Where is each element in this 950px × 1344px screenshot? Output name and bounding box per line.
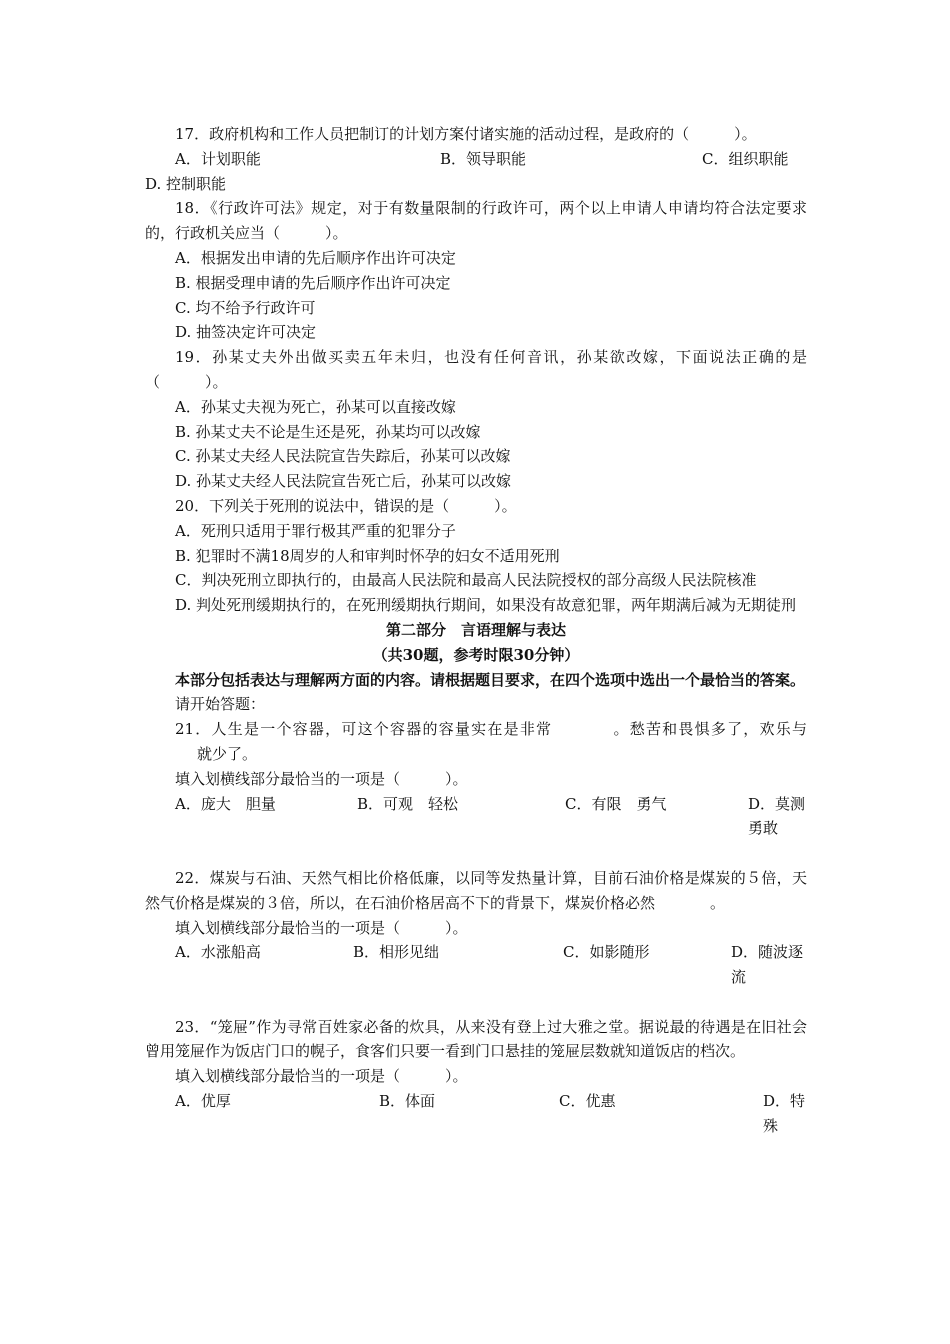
question-18-option-c: C. 均不给予行政许可 (175, 298, 316, 317)
question-22-option-d: D．随波逐流 (731, 943, 804, 987)
question-21-option-b: B．可观 轻松 (357, 794, 459, 813)
question-23-option-b: B．体面 (379, 1092, 436, 1111)
question-22-option-c: C．如影随形 (563, 943, 650, 962)
question-19-option-b: B. 孙某丈夫不论是生还是死，孙某均可以改嫁 (175, 422, 481, 441)
question-21-stem-part-3: 就少了。 (197, 744, 258, 763)
question-18-option-b: B. 根据受理申请的先后顺序作出许可决定 (175, 273, 451, 292)
section-start: 请开始答题： (175, 695, 266, 714)
question-22-stem (145, 866, 807, 916)
question-22-stem-end: 。 (710, 893, 726, 912)
question-22-wrap-spacer (145, 990, 807, 1015)
question-20-option-b: B. 犯罪时不满18周岁的人和审判时怀孕的妇女不适用死刑 (175, 546, 560, 565)
section-title: 第二部分 言语理解与表达 (385, 620, 566, 639)
question-22-option-a: A．水涨船高 (175, 943, 261, 962)
question-19-option-c: C. 孙某丈夫经人民法院宣告失踪后，孙某可以改嫁 (175, 447, 511, 466)
question-22-option-b: B．相形见绌 (353, 943, 440, 962)
question-23-option-c: C．优惠 (559, 1092, 616, 1111)
question-21-option-d: D．莫测勇敢 (748, 794, 806, 838)
question-19-option-a: A．孙某丈夫视为死亡，孙某可以直接改嫁 (175, 397, 456, 416)
question-21-wrap-spacer (145, 841, 807, 866)
question-20-option-c: C．判决死刑立即执行的，由最高人民法院和最高人民法院授权的部分高级人民法院核准 (175, 571, 757, 590)
question-17-stem: 17．政府机构和工作人员把制订的计划方案付诸实施的活动过程，是政府的（ ）。 (175, 125, 757, 143)
section-subtitle: （共30题，参考时限30分钟） (372, 645, 580, 664)
question-17-option-a: A．计划职能 (175, 149, 261, 168)
question-21-option-c: C．有限 勇气 (565, 794, 667, 813)
question-20-option-d: D. 判处死刑缓期执行的，在死刑缓期执行期间，如果没有故意犯罪，两年期满后减为无期徒刑 (175, 596, 797, 615)
question-17-option-b: B．领导职能 (440, 149, 527, 168)
question-22-options (145, 940, 807, 990)
question-19-stem: 19．孙某丈夫外出做买卖五年未归，也没有任何音讯，孙某欲改嫁，下面说法正确的是（ ）。 (145, 348, 807, 391)
question-23-prompt: 填入划横线部分最恰当的一项是（ ）。 (175, 1067, 468, 1086)
question-17-options (145, 147, 807, 172)
question-21-prompt: 填入划横线部分最恰当的一项是（ ）。 (175, 769, 468, 788)
question-17-option-d: D. 控制职能 (145, 174, 227, 193)
question-22-stem-text: 22．煤炭与石油、天然气相比价格低廉，以同等发热量计算，目前石油价格是煤炭的５倍，天然气价格是煤炭的３倍，所以，在石油价格居高不下的背景下，煤炭价格必然 (145, 868, 807, 912)
question-21-stem (145, 717, 807, 767)
question-21-options (145, 792, 807, 842)
question-23-options (145, 1089, 807, 1139)
question-18-option-d: D. 抽签决定许可决定 (175, 323, 317, 342)
question-21-stem-part-1: 21．人生是一个容器，可这个容器的容量实在是非常 (175, 720, 553, 739)
question-21-option-a: A．庞大 胆量 (175, 794, 276, 813)
question-21-stem-part-2: 。愁苦和畏惧多了，欢乐与 (612, 720, 807, 739)
question-19-option-d: D. 孙某丈夫经人民法院宣告死亡后，孙某可以改嫁 (175, 472, 512, 491)
question-23-option-a: A．优厚 (175, 1092, 231, 1111)
document-page (145, 122, 807, 1139)
question-17-option-c: C．组织职能 (702, 149, 789, 168)
question-20-stem: 20．下列关于死刑的说法中，错误的是（ ）。 (175, 496, 517, 515)
question-18-stem: 18．《行政许可法》规定，对于有数量限制的行政许可，两个以上申请人申请均符合法定要求的，行政机关应当（ ）。 (145, 199, 807, 243)
question-18-option-a: A．根据发出申请的先后顺序作出许可决定 (175, 248, 456, 267)
question-20-option-a: A．死刑只适用于罪行极其严重的犯罪分子 (175, 521, 456, 540)
section-intro: 本部分包括表达与理解两方面的内容。请根据题目要求，在四个选项中选出一个最恰当的答案。 (175, 670, 806, 689)
question-23-stem-part-2: 的待遇是在旧社会曾用笼屉作为饭店门口的幌子，食客们只要一看到门口悬挂的笼屉层数就知道饭店的档次。 (145, 1017, 807, 1061)
question-23-option-d: D．特殊 (763, 1092, 806, 1135)
question-23-stem-part-1: 23．“笼屉”作为寻常百姓家必备的炊具，从来没有登上过大雅之堂。据说最 (175, 1017, 685, 1036)
question-23-stem (145, 1015, 807, 1065)
question-22-prompt: 填入划横线部分最恰当的一项是（ ）。 (175, 918, 468, 937)
